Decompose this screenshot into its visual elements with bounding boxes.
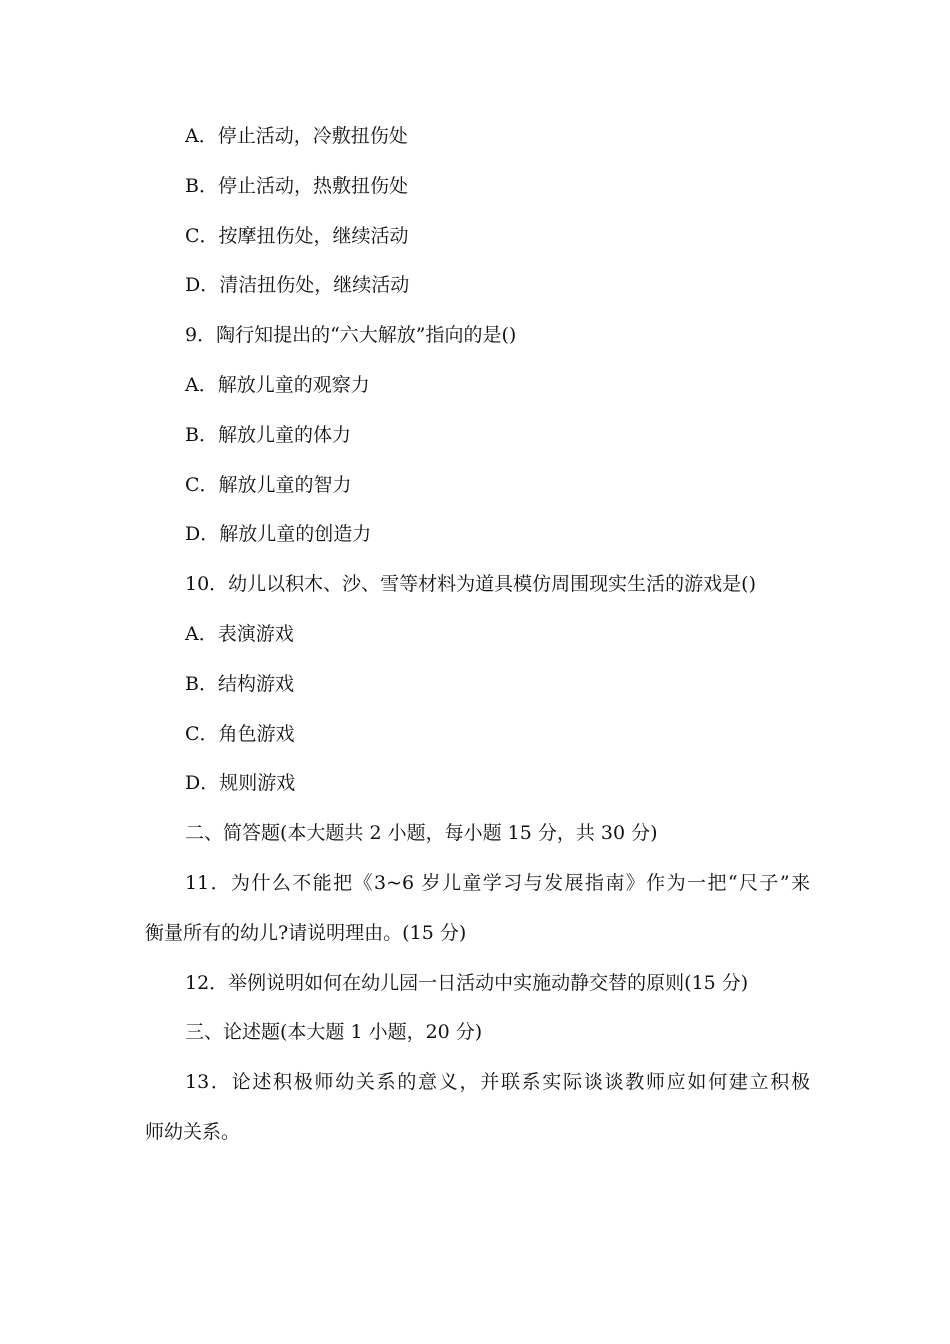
section3-heading: 三、论述题(本大题 1 小题，20 分) (185, 1021, 483, 1044)
q9-option-d: D．解放儿童的创造力 (185, 523, 372, 546)
q10-option-b: B．结构游戏 (185, 672, 294, 695)
q10-stem: 10．幼儿以积木、沙、雪等材料为道具模仿周围现实生活的游戏是() (185, 573, 757, 596)
exam-content (145, 112, 810, 1158)
q13-line-1: 13．论述积极师幼关系的意义，并联系实际谈谈教师应如何建立积极 (185, 1071, 810, 1094)
q13-line-2: 师幼关系。 (145, 1120, 241, 1143)
q8-option-a: A．停止活动，冷敷扭伤处 (185, 125, 408, 147)
q12-text: 12．举例说明如何在幼儿园一日活动中实施动静交替的原则(15 分) (185, 971, 749, 994)
q11-line-2: 衡量所有的幼儿?请说明理由。(15 分) (145, 921, 467, 944)
q9-option-c: C．解放儿童的智力 (185, 473, 352, 496)
q10-option-a: A．表演游戏 (185, 622, 294, 645)
q11-line-1: 11．为什么不能把《3~6 岁儿童学习与发展指南》作为一把“尺子”来 (185, 871, 810, 894)
q10-option-c: C．角色游戏 (185, 722, 295, 745)
q9-option-b: B．解放儿童的体力 (185, 423, 351, 446)
q8-option-d: D．清洁扭伤处，继续活动 (185, 274, 410, 297)
section2-heading: 二、简答题(本大题共 2 小题，每小题 15 分，共 30 分) (185, 822, 658, 845)
q8-option-c: C．按摩扭伤处，继续活动 (185, 224, 409, 247)
q10-option-d: D．规则游戏 (185, 772, 296, 795)
q8-option-b: B．停止活动，热敷扭伤处 (185, 174, 408, 197)
q9-option-a: A．解放儿童的观察力 (185, 373, 370, 396)
q9-stem: 9．陶行知提出的“六大解放”指向的是() (185, 324, 517, 347)
